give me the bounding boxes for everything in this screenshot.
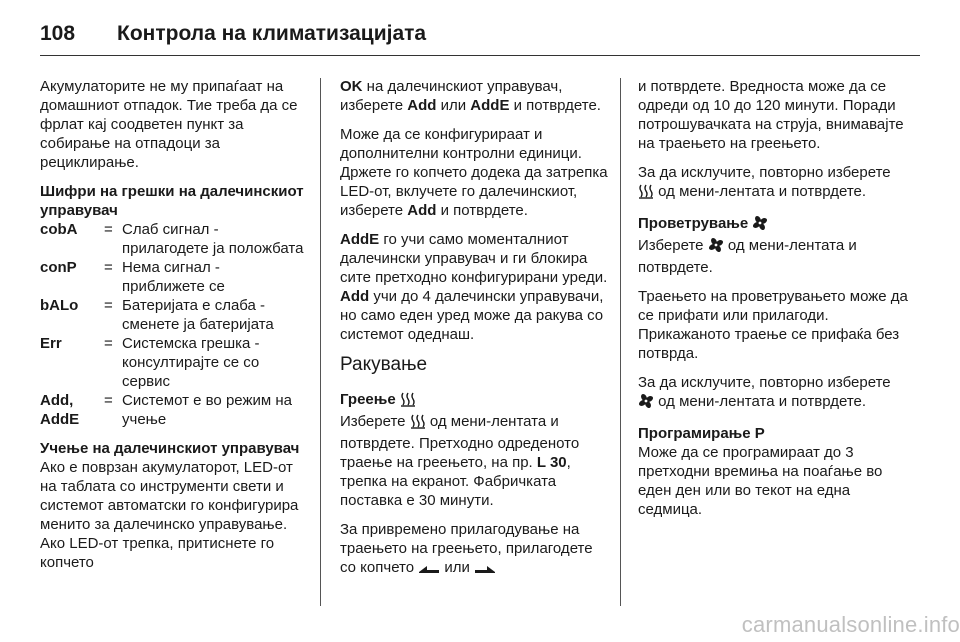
error-code-desc: Слаб сигнал - прилагодете ја положбата [122, 221, 304, 257]
error-code-desc: Батеријата е слаба - сменете ја батеријата [122, 297, 274, 333]
learn-remote-text: Ако е поврзан акумулаторот, LED-от на таблата со инструменти свети и системот автоматски го конфигурира менито за далечинско управување. Ако LED-от трепка, притиснете го копчето [40, 459, 299, 571]
column-divider-1 [320, 78, 321, 606]
adde-option: AddE [470, 97, 510, 114]
heating-heading: Греење [340, 390, 608, 412]
error-code-eq: = [104, 259, 113, 276]
ventilation-heading: Проветрување [638, 214, 908, 236]
arrow-right-icon [474, 561, 496, 580]
heating-duration-text: и потврдете. Вредноста може да се одреди од 10 до 120 минути. Поради потрошувачката на струја, внимавајте на траењето на греењето. [638, 78, 904, 152]
heating-waves-icon [638, 183, 654, 204]
heating-waves-icon [410, 413, 426, 434]
ventilation-text-2: Траењето на проветрувањето може да се прифати или прилагоди. Прикажаното траење се прифаќа без потврда. [638, 288, 908, 362]
error-code-code: cobA [40, 221, 78, 238]
page-title: Контрола на климатизацијата [117, 22, 427, 45]
error-code-row [40, 296, 306, 334]
error-code-desc: Нема сигнал - приближете се [122, 259, 225, 295]
fan-icon [638, 393, 654, 414]
heating-waves-icon [400, 391, 416, 412]
error-code-eq: = [104, 392, 113, 409]
fan-icon [708, 237, 724, 258]
column-2 [340, 77, 608, 590]
heating-text-2: За привремено прилагодување на траењето на греењето, прилагодете со копчето или [340, 520, 608, 580]
error-code-code: Err [40, 335, 62, 352]
additional-units-text: Може да се конфигурираат и дополнителни контролни единици. Држете го копчето додека да затрепка LED-от, вклучете го далечинскиот, изберете Add и потврдете. [340, 126, 608, 219]
battery-disposal-text: Акумулаторите не му припаѓаат на домашниот отпадок. Тие треба да се фрлат кај соодветен пункт за собирање на отпадоци за рециклирање. [40, 78, 298, 171]
error-code-row [40, 220, 306, 258]
error-code-row [40, 391, 306, 429]
learn-remote-heading: Учење на далечинскиот управувач [40, 440, 300, 457]
ventilation-text-1: Изберете од мени-лентата и потврдете. [638, 237, 857, 276]
heating-off-text: За да исклучите, повторно изберете од мени-лентата и потврдете. [638, 163, 908, 204]
arrow-left-icon [418, 561, 440, 580]
error-code-row [40, 258, 306, 296]
column-1 [40, 77, 306, 582]
header-rule [40, 55, 920, 56]
adde-explanation: AddE го учи само моменталниот далечински управувач и ги блокира сите претходно конфигурирани уреди. Add учи до 4 далечински управувачи, но само еден уред може да ракува со системот одеднаш. [340, 231, 608, 343]
ventilation-text-3: За да исклучите, повторно изберете од мени-лентата и потврдете. [638, 373, 908, 414]
error-codes-heading: Шифри на грешки на далечинскиот управувач [40, 183, 304, 219]
column-divider-2 [620, 78, 621, 606]
error-code-eq: = [104, 221, 113, 238]
ok-key: OK [340, 78, 363, 95]
error-code-code: Add, AddE [40, 392, 80, 428]
programming-text: Може да се програмираат до 3 претходни времиња на поаѓање во еден ден или во текот на една седмица. [638, 444, 883, 518]
learn-remote-continued: OK на далечинскиот управувач, изберете Add или AddE и потврдете. [340, 78, 601, 114]
error-codes-table [40, 220, 306, 429]
page-number: 108 [40, 22, 76, 45]
fan-icon [752, 215, 768, 236]
error-code-row [40, 334, 306, 391]
duration-display-value: L 30 [536, 454, 567, 471]
page-header [40, 14, 920, 54]
error-code-eq: = [104, 335, 113, 352]
heating-text-1: Изберете од мени-лентата и потврдете. Претходно одреденото траење на греењето, на пр. L 30, трепка на екранот. Фабричката поставка е 30 минути. [340, 413, 580, 509]
error-code-code: conP [40, 259, 77, 276]
error-code-desc: Системска грешка - консултирајте се со сервис [122, 335, 260, 390]
error-code-eq: = [104, 297, 113, 314]
error-code-desc: Системот е во режим на учење [122, 392, 292, 428]
section-title: Ракување [340, 354, 428, 375]
add-option: Add [407, 97, 437, 114]
watermark: carmanualsonline.info [741, 612, 960, 637]
programming-heading: Програмирање P [638, 425, 765, 442]
error-code-code: bALo [40, 297, 79, 314]
column-3 [638, 77, 908, 529]
